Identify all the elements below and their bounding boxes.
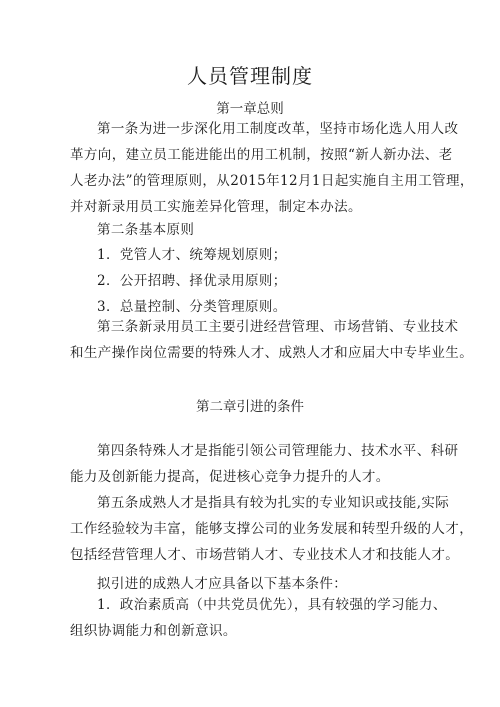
article-2-heading: 第二条基本原则	[97, 222, 195, 238]
document-title: 人员管理制度	[187, 64, 313, 88]
article-4-line: 能力及创新能力提高，促进核心竞争力提升的人才。	[70, 469, 390, 485]
conditions-intro: 拟引进的成熟人才应具备以下基本条件：	[97, 576, 348, 592]
article-5	[70, 490, 474, 568]
article-3	[70, 314, 474, 366]
article-4	[70, 438, 459, 490]
chapter-1-heading: 第一章总则	[216, 101, 284, 117]
article-1	[70, 116, 474, 220]
article-1-line: 并对新录用员工实施差异化管理，制定本办法。	[70, 199, 362, 215]
article-3-line: 第三条新录用员工主要引进经营管理、市场营销、专业技术	[97, 319, 459, 335]
article-1-line: 革方向，建立员工能进能出的用工机制，按照“新人新办法、老	[70, 147, 453, 163]
article-1-line: 第一条为进一步深化用工制度改革，坚持市场化选人用人改	[97, 121, 459, 137]
condition-1	[70, 592, 447, 644]
article-4-line: 第四条特殊人才是指能引领公司管理能力、技术水平、科研	[97, 443, 459, 459]
article-5-line: 第五条成熟人才是指具有较为扎实的专业知识或技能,实际	[97, 495, 450, 511]
article-5-line: 工作经验较为丰富，能够支撑公司的业务发展和转型升级的人才，	[70, 521, 474, 537]
article-1-line: 人老办法”的管理原则，从2015年12月1日起实施自主用工管理，	[70, 173, 474, 189]
chapter-2-heading: 第二章引进的条件	[196, 399, 304, 415]
condition-1-line: 组织协调能力和创新意识。	[70, 623, 237, 639]
article-5-line: 包括经营管理人才、市场营销人才、专业技术人才和技能人才。	[70, 547, 460, 563]
condition-1-line: 1．政治素质高（中共党员优先），具有较强的学习能力、	[97, 597, 447, 613]
principle-item: 2．公开招聘、择优录用原则；	[97, 273, 287, 289]
principle-item: 1．党管人才、统筹规划原则；	[97, 247, 287, 263]
article-3-line: 和生产操作岗位需要的特殊人才、成熟人才和应届大中专毕业生。	[70, 345, 474, 361]
principle-item: 3．总量控制、分类管理原则。	[97, 299, 287, 315]
